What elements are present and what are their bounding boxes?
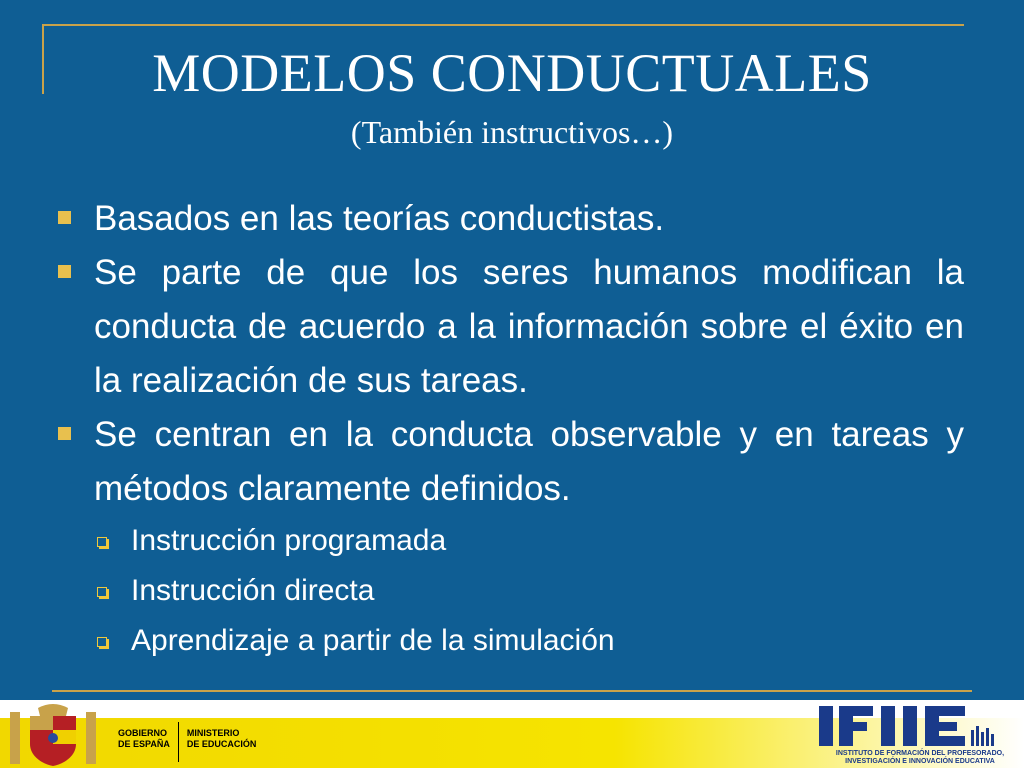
ifiie-logo-text: IFIIE [815,702,818,703]
square-bullet-icon [58,211,71,224]
subbullet-text: Instrucción directa [131,574,375,607]
subbullet-item [52,566,964,616]
gobierno-ministerio-logo [110,722,264,762]
ifiie-caption: INSTITUTO DE FORMACIÓN DEL PROFESORADO, INVESTIGACIÓN E INNOVACIÓN EDUCATIVA [835,750,1005,765]
bullet-item [52,246,964,408]
ministerio-line1: MINISTERIO [186,728,240,738]
subbullet-text: Instrucción programada [131,524,447,557]
hollow-square-bullet-icon [97,587,107,597]
ministerio-label [179,722,265,762]
square-bullet-icon [58,427,71,440]
bullet-text: Se centran en la conducta observable y en tareas y métodos claramente definidos. [94,415,964,508]
subbullet-text: Aprendizaje a partir de la simulación [131,624,615,657]
subbullet-item [52,516,964,566]
bullet-item [52,192,964,246]
slide-subtitle: (También instructivos…) [350,114,674,150]
gobierno-label [110,722,178,762]
footer-divider [52,690,972,692]
slide-title: MODELOS CONDUCTUALES [152,43,872,103]
bullet-text: Se parte de que los seres humanos modifican la conducta de acuerdo a la información sobre el éxito en la realización de sus tareas. [94,253,964,400]
frame-top-line [42,24,964,26]
spain-coat-of-arms-icon [4,702,102,768]
ministerio-line2: DE EDUCACIÓN [186,739,257,749]
hollow-square-bullet-icon [97,637,107,647]
subbullet-item [52,616,964,666]
gobierno-line1: GOBIERNO [118,728,168,738]
hollow-square-bullet-icon [97,537,107,547]
bullet-item [52,408,964,516]
square-bullet-icon [58,265,71,278]
bullet-text: Basados en las teorías conductistas. [94,199,665,238]
bullet-list [52,192,964,666]
gobierno-line2: DE ESPAÑA [118,739,170,749]
